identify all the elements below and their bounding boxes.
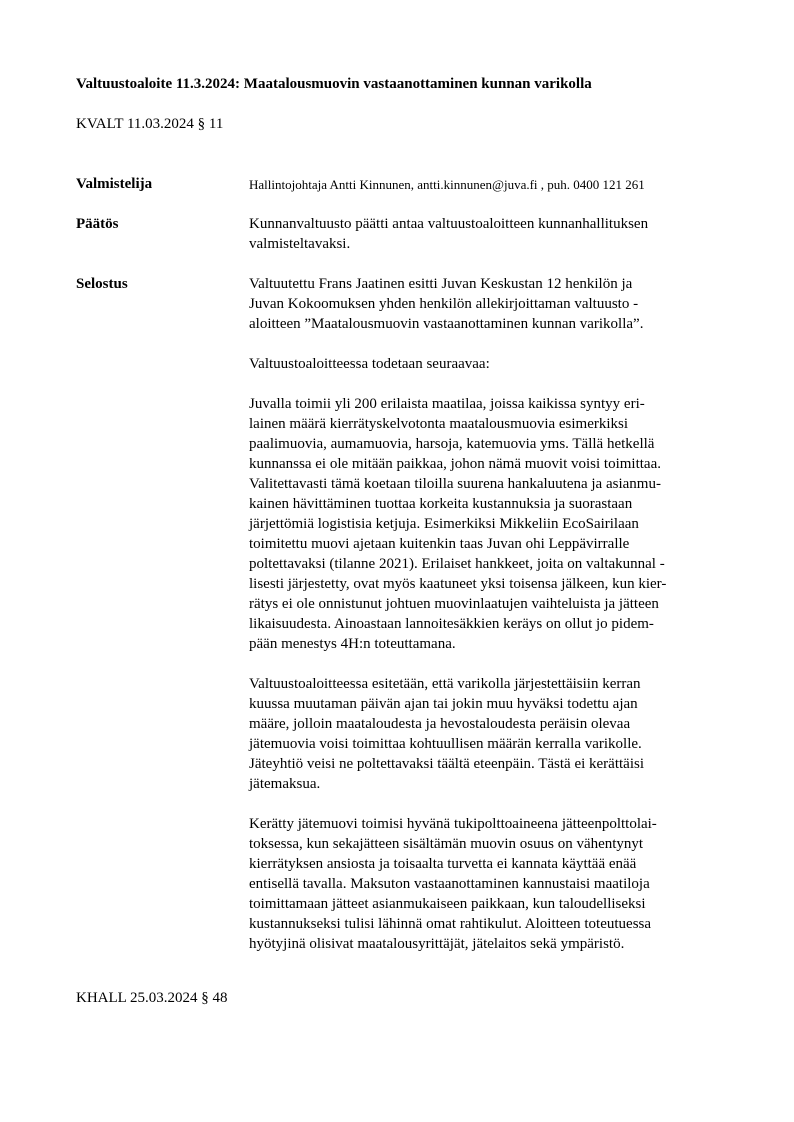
text-line: Kunnanvaltuusto päätti antaa valtuustoaloitteen kunnanhallituksen (249, 216, 649, 232)
selostus-label: Selostus (76, 276, 128, 292)
valmistelija-label: Valmistelija (76, 176, 153, 192)
text-line: kunnanssa ei ole mitään paikkaa, johon nämä muovit voisi toimittaa. (249, 456, 661, 472)
text-line: lainen määrä kierrätyskelvotonta maatalousmuovia esimerkiksi (249, 416, 629, 432)
selostus-text (249, 274, 719, 954)
text-line: hyötyjinä olisivat maatalousyrittäjät, jätelaitos sekä ympäristö. (249, 936, 625, 952)
text-line: kustannukseksi tulisi lähinnä omat rahtikulut. Aloitteen toteutuessa (249, 916, 652, 932)
text-line: Juvan Kokoomuksen yhden henkilön allekirjoittaman valtuusto - (249, 296, 639, 312)
text-line: lisesti järjestetty, ovat myös kaatuneet yksi toisensa jälkeen, kun kier- (249, 576, 667, 592)
selostus-paragraph-2 (249, 354, 719, 374)
text-line: kuussa muutaman päivän ajan tai jokin muu hyväksi todettu ajan (249, 696, 638, 712)
text-line: kainen hävittäminen tuottaa korkeita kustannuksia ja suorastaan (249, 496, 633, 512)
text-line: pään menestys 4H:n toteuttamana. (249, 636, 456, 652)
selostus-paragraph-1 (249, 274, 719, 334)
text-line: määre, jolloin maataloudesta ja hevostaloudesta peräisin olevaa (249, 716, 631, 732)
selostus-paragraph-3 (249, 394, 719, 654)
text-line: kierrätyksen ansiosta ja toisaalta turvetta ei kannata käyttää enää (249, 856, 637, 872)
khall-reference: KHALL 25.03.2024 § 48 (76, 990, 228, 1006)
text-line: aloitteen ”Maatalousmuovin vastaanottaminen kunnan varikolla”. (249, 316, 644, 332)
text-line: Valtuutettu Frans Jaatinen esitti Juvan Keskustan 12 henkilön ja (249, 276, 633, 292)
text-line: paalimuovia, aumamuovia, harsoja, katemuovia yms. Tällä hetkellä (249, 436, 655, 452)
text-line: valmisteltavaksi. (249, 236, 351, 252)
text-line: entisellä tavalla. Maksuton vastaanottaminen kannustaisi maatiloja (249, 876, 650, 892)
valmistelija-text: Hallintojohtaja Antti Kinnunen, antti.kinnunen@juva.fi , puh. 0400 121 261 (249, 177, 645, 192)
text-line: Juvalla toimii yli 200 erilaista maatilaa, joissa kaikissa syntyy eri- (249, 396, 645, 412)
text-line: jätemaksua. (249, 776, 321, 792)
text-line: rätys ei ole onnistunut johtuen muovinlaatujen vaihteluista ja jätteen (249, 596, 659, 612)
text-line: Kerätty jätemuovi toimisi hyvänä tukipolttoaineena jätteenpolttolai- (249, 816, 657, 832)
selostus-paragraph-5 (249, 814, 719, 954)
text-line: Jäteyhtiö veisi ne poltettavaksi täältä eteenpäin. Tästä ei kerättäisi (249, 756, 644, 772)
text-line: toimitettu muovi ajetaan kuitenkin taas Juvan ohi Leppävirralle (249, 536, 630, 552)
text-line: Valitettavasti tämä koetaan tiloilla suurena hankaluutena ja asianmu- (249, 476, 661, 492)
text-line: toksessa, kun sekajätteen sisältämän muovin osuus on vähentynyt (249, 836, 644, 852)
text-line: järjettömiä logistisia ketjuja. Esimerkiksi Mikkeliin EcoSairilaan (249, 516, 639, 532)
kvalt-reference: KVALT 11.03.2024 § 11 (76, 116, 224, 132)
text-line: Valtuustoaloitteessa todetaan seuraavaa: (249, 356, 490, 372)
page-title: Valtuustoaloite 11.3.2024: Maatalousmuovin vastaanottaminen kunnan varikolla (76, 76, 592, 92)
selostus-paragraph-4 (249, 674, 719, 794)
text-line: jätemuovia voisi toimittaa kohtuullisen määrän kerralla varikolle. (249, 736, 642, 752)
paatos-text (249, 214, 719, 254)
text-line: toimittamaan jätteet asianmukaiseen paikkaan, kun taloudelliseksi (249, 896, 646, 912)
text-line: Valtuustoaloitteessa esitetään, että varikolla järjestettäisiin kerran (249, 676, 641, 692)
paatos-label: Päätös (76, 216, 119, 232)
text-line: likaisuudesta. Ainoastaan lannoitesäkkien keräys on ollut jo pidem- (249, 616, 654, 632)
text-line: poltettavaksi (tilanne 2021). Erilaiset hankkeet, joita on valtakunnal - (249, 556, 665, 572)
